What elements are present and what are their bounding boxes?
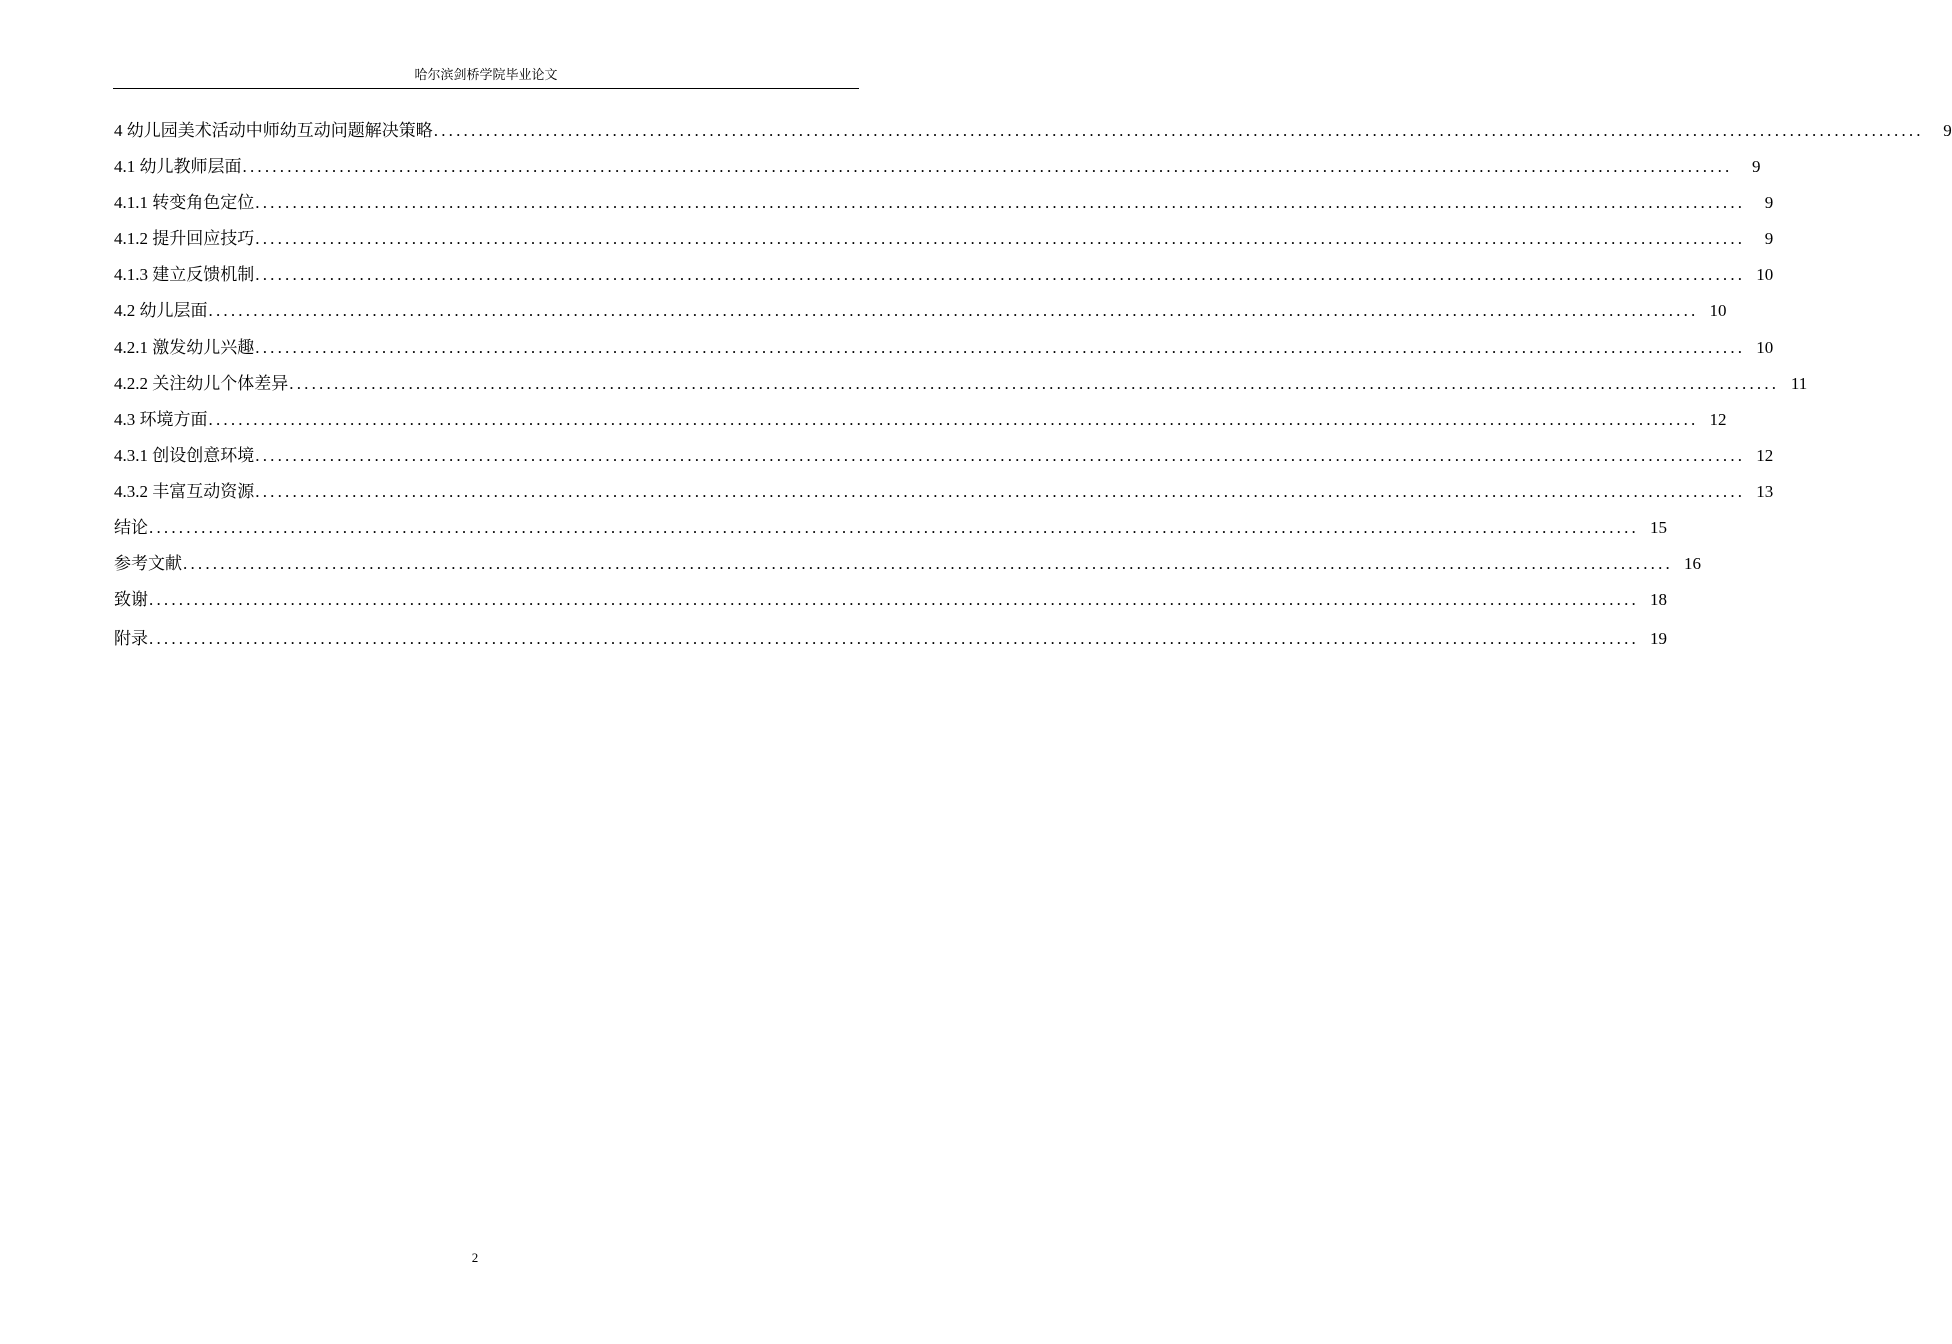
toc-entry-title: 附录 <box>114 629 148 649</box>
toc-entry-title: 致谢 <box>114 590 148 610</box>
toc-entry[interactable] <box>114 299 1727 335</box>
toc-leader-dots: ........................................................................................................................................................................................................ <box>208 301 1699 321</box>
toc-entry-page: 12 <box>1709 409 1727 429</box>
toc-leader-dots: ........................................................................................................................................................................................................ <box>183 554 1673 574</box>
toc-entry[interactable] <box>114 227 1774 263</box>
toc-entry-page: 9 <box>1764 229 1774 249</box>
toc-entry-title: 4.3.2 丰富互动资源 <box>114 481 255 501</box>
toc-leader-dots: ........................................................................................................................................................................................................ <box>208 409 1699 429</box>
toc-entry-page: 10 <box>1756 337 1774 357</box>
toc-entry-page: 10 <box>1709 301 1727 321</box>
toc-entry[interactable] <box>114 191 1774 227</box>
toc-entry[interactable] <box>114 336 1774 372</box>
toc-entry-page: 15 <box>1650 518 1667 538</box>
page-number: 2 <box>471 1250 479 1265</box>
toc-leader-dots: ........................................................................................................................................................................................................ <box>255 337 1746 357</box>
toc-entry[interactable] <box>114 155 1761 191</box>
toc-leader-dots: ........................................................................................................................................................................................................ <box>242 157 1733 177</box>
toc-entry-page: 9 <box>1752 157 1761 177</box>
toc-entry-page: 16 <box>1684 554 1701 574</box>
toc-entry-page: 13 <box>1756 481 1774 501</box>
toc-entry-title: 参考文献 <box>114 554 182 574</box>
toc-entry[interactable] <box>114 627 1667 663</box>
toc-entry[interactable] <box>114 444 1774 480</box>
running-header: 哈尔滨剑桥学院毕业论文 <box>414 67 558 82</box>
toc-entry-title: 4.2.1 激发幼儿兴趣 <box>114 337 255 357</box>
toc-leader-dots: ........................................................................................................................................................................................................ <box>289 373 1780 393</box>
toc-entry-title: 4 幼儿园美术活动中师幼互动问题解决策略 <box>114 121 433 140</box>
toc-entry-title: 4.3.1 创设创意环境 <box>114 445 255 465</box>
toc-entry-page: 9 <box>1764 193 1774 213</box>
toc-entry-title: 4.2.2 关注幼儿个体差异 <box>114 373 289 393</box>
toc-entry[interactable] <box>114 372 1808 408</box>
toc-entry[interactable] <box>114 516 1667 552</box>
toc-leader-dots: ........................................................................................................................................................................................................ <box>149 590 1639 610</box>
toc-entry[interactable] <box>114 263 1774 299</box>
toc-leader-dots: ........................................................................................................................................................................................................ <box>255 265 1746 285</box>
toc-entry-page: 11 <box>1790 373 1808 393</box>
toc-entry-title: 4.1.3 建立反馈机制 <box>114 265 255 285</box>
toc-entry-page: 9 <box>1943 121 1952 140</box>
toc-entry-title: 4.3 环境方面 <box>114 409 208 429</box>
toc-leader-dots: ........................................................................................................................................................................................................ <box>433 121 1924 140</box>
toc-entry[interactable] <box>114 480 1774 516</box>
toc-leader-dots: ........................................................................................................................................................................................................ <box>149 629 1639 649</box>
toc-leader-dots: ........................................................................................................................................................................................................ <box>149 518 1639 538</box>
table-of-contents <box>114 119 1952 663</box>
toc-entry-title: 4.1 幼儿教师层面 <box>114 157 242 177</box>
header-rule <box>113 88 859 89</box>
toc-entry[interactable] <box>114 119 1952 155</box>
toc-entry-page: 19 <box>1650 629 1667 649</box>
toc-entry-title: 结论 <box>114 518 148 538</box>
toc-leader-dots: ........................................................................................................................................................................................................ <box>255 445 1746 465</box>
toc-leader-dots: ........................................................................................................................................................................................................ <box>255 481 1746 501</box>
toc-entry-title: 4.1.1 转变角色定位 <box>114 193 255 213</box>
toc-entry[interactable] <box>114 552 1701 588</box>
toc-entry[interactable] <box>114 588 1667 624</box>
toc-leader-dots: ........................................................................................................................................................................................................ <box>255 193 1746 213</box>
toc-entry-title: 4.1.2 提升回应技巧 <box>114 229 255 249</box>
toc-entry-page: 12 <box>1756 445 1774 465</box>
toc-entry-page: 10 <box>1756 265 1774 285</box>
toc-entry[interactable] <box>114 408 1727 444</box>
toc-entry-page: 18 <box>1650 590 1667 610</box>
toc-entry-title: 4.2 幼儿层面 <box>114 301 208 321</box>
toc-leader-dots: ........................................................................................................................................................................................................ <box>255 229 1746 249</box>
